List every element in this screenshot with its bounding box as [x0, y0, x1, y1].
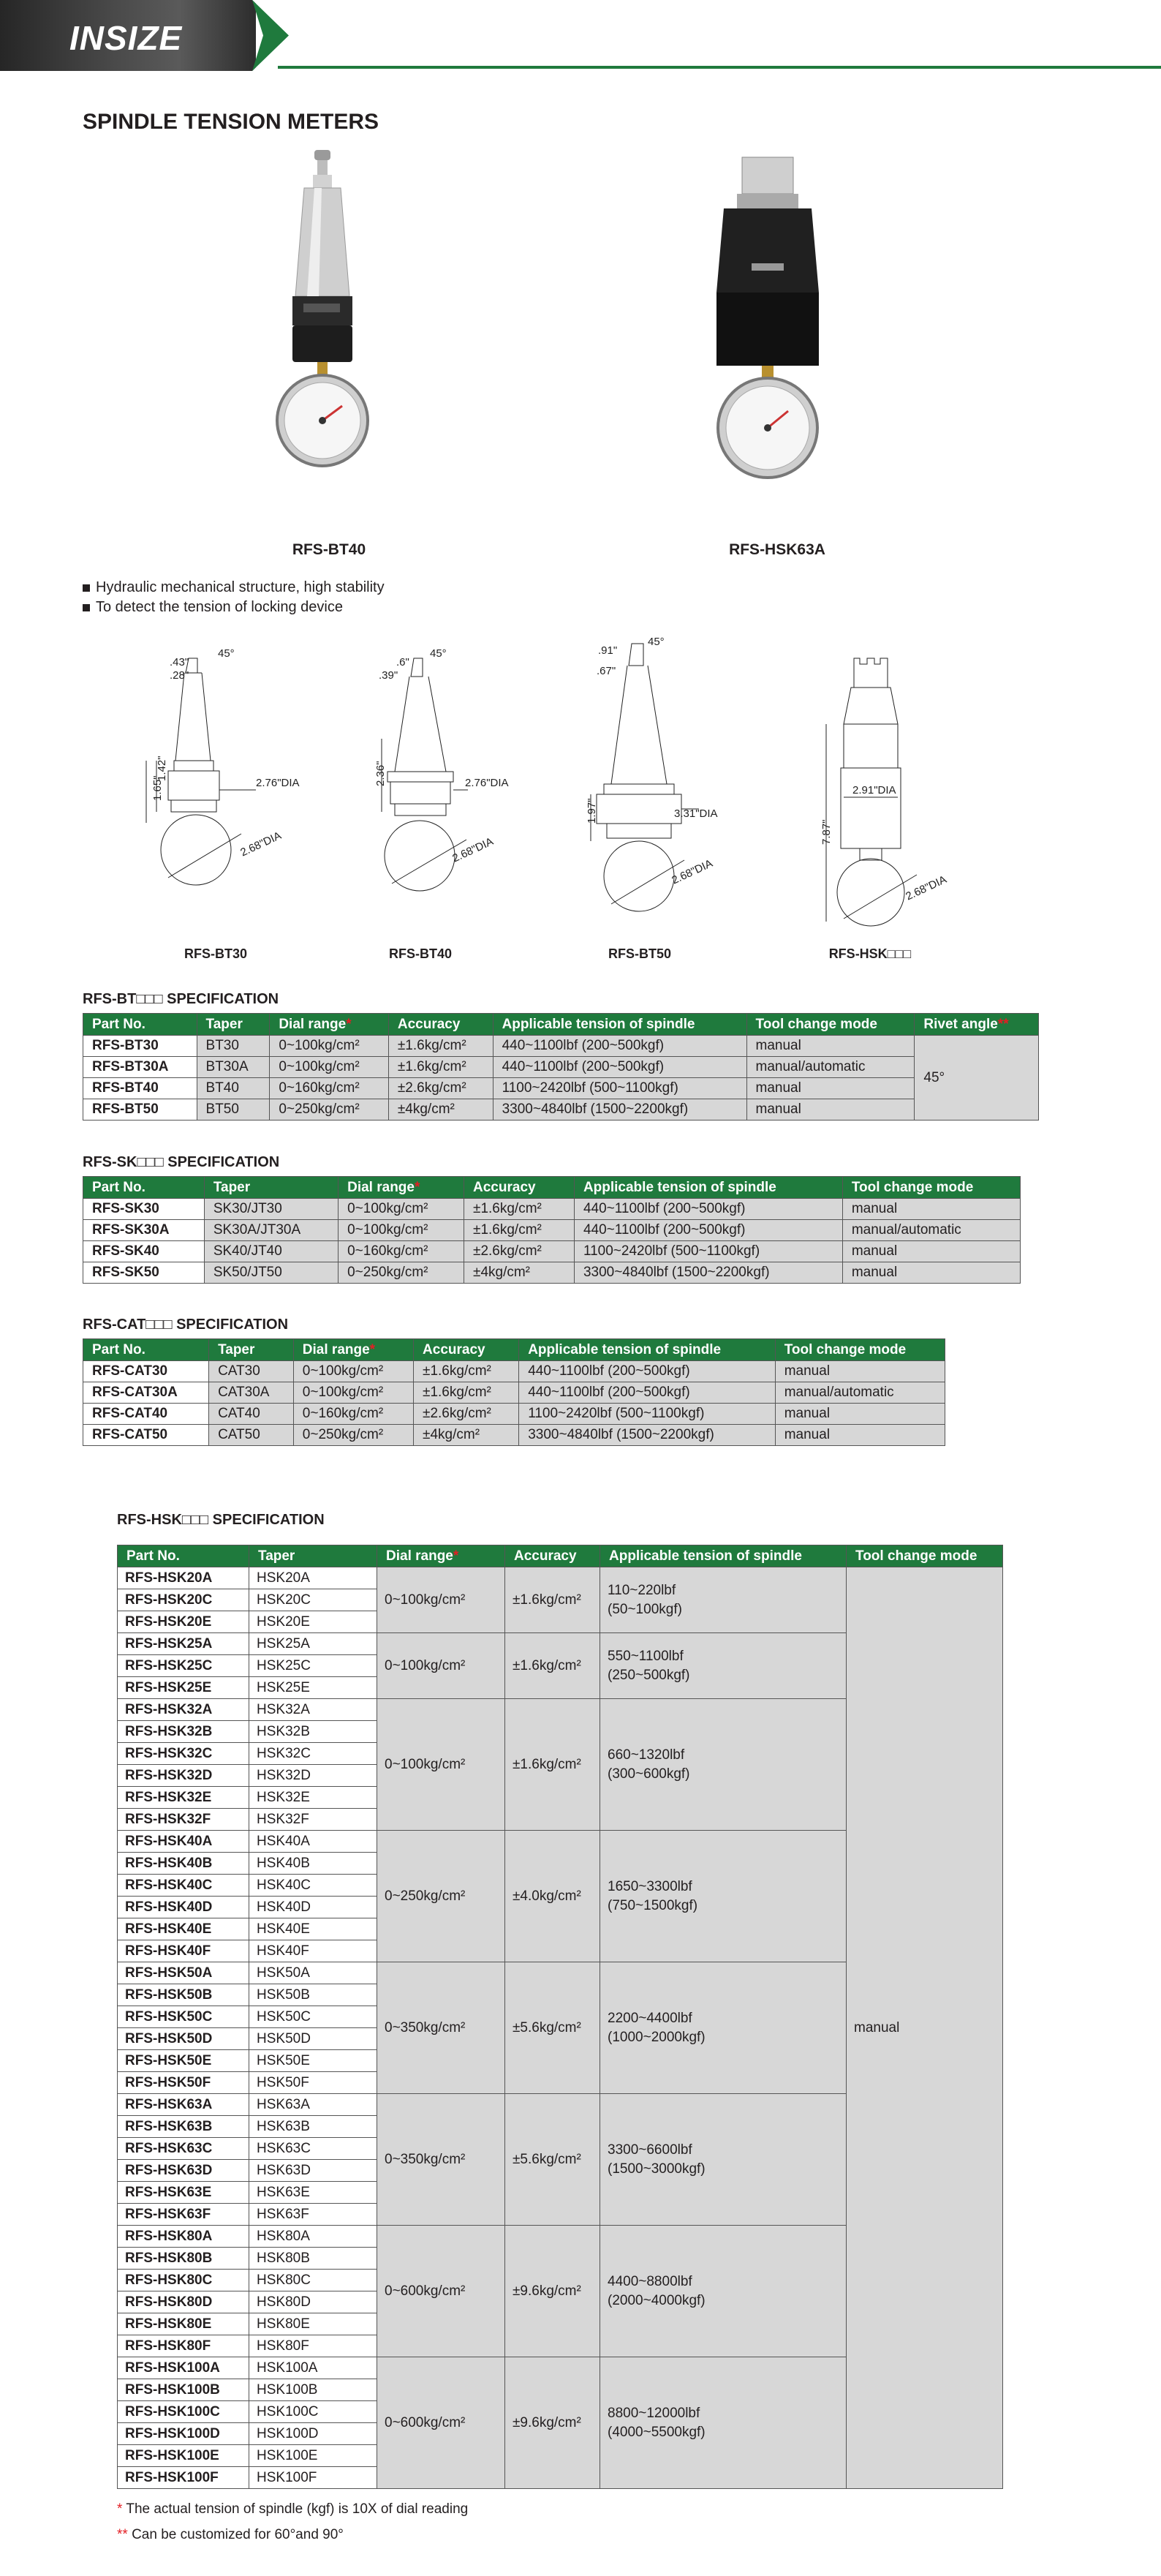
- dim-label: 2.68"DIA: [670, 856, 715, 887]
- cell-part-no: RFS-HSK32B: [118, 1721, 249, 1743]
- cell-taper: HSK100C: [249, 2401, 377, 2423]
- col-taper: Taper: [209, 1339, 294, 1361]
- cell-part-no: RFS-HSK20C: [118, 1589, 249, 1611]
- cell: manual: [746, 1078, 915, 1099]
- dim-label: 2.76"DIA: [465, 777, 509, 789]
- drawing-label-bt30: RFS-BT30: [184, 946, 247, 961]
- cell-part-no: RFS-SK30: [83, 1199, 205, 1220]
- dim-label: 2.68"DIA: [904, 873, 949, 903]
- cell-taper: HSK40D: [249, 1897, 377, 1918]
- cell-taper: HSK80D: [249, 2291, 377, 2313]
- cell-part-no: RFS-CAT50: [83, 1425, 209, 1446]
- cell: 3300~4840lbf (1500~2200kgf): [574, 1262, 842, 1284]
- brand-logo: INSIZE: [69, 19, 183, 57]
- table-header-row: [83, 1177, 1021, 1199]
- cell-tension: [600, 1831, 847, 1962]
- table-row: [83, 1382, 945, 1404]
- cell: ±1.6kg/cm²: [414, 1361, 519, 1382]
- cell-tension: [600, 1633, 847, 1699]
- cell-part-no: RFS-HSK40F: [118, 1940, 249, 1962]
- cell-part-no: RFS-BT50: [83, 1099, 197, 1121]
- cell-part-no: RFS-HSK20A: [118, 1567, 249, 1589]
- cell-accuracy: ±5.6kg/cm²: [505, 2094, 600, 2226]
- col-dial-range: Dial range*: [293, 1339, 413, 1361]
- dim-label: .28": [170, 669, 189, 682]
- cell-part-no: RFS-HSK32A: [118, 1699, 249, 1721]
- cell-taper: HSK80E: [249, 2313, 377, 2335]
- cell-accuracy: ±9.6kg/cm²: [505, 2357, 600, 2489]
- table-row: [83, 1036, 1039, 1057]
- cell-part-no: RFS-HSK50A: [118, 1962, 249, 1984]
- cell-part-no: RFS-HSK100F: [118, 2467, 249, 2489]
- cell: 440~1100lbf (200~500kgf): [493, 1057, 746, 1078]
- cell-taper: HSK32F: [249, 1809, 377, 1831]
- cell-taper: HSK40B: [249, 1853, 377, 1875]
- cell: 0~100kg/cm²: [270, 1057, 389, 1078]
- cell-part-no: RFS-HSK80B: [118, 2248, 249, 2270]
- cell-part-no: RFS-HSK100D: [118, 2423, 249, 2445]
- cell: CAT30: [209, 1361, 294, 1382]
- cell-taper: HSK32E: [249, 1787, 377, 1809]
- tension-lbf: 3300~6600lbf: [608, 2142, 692, 2158]
- dim-label: 1.42": [156, 756, 168, 781]
- cell-tension: [600, 1699, 847, 1831]
- table-row: [118, 1567, 1003, 1589]
- col-dial-range: Dial range*: [270, 1014, 389, 1036]
- col-tool-change: Tool change mode: [775, 1339, 945, 1361]
- drawing-bt40: [344, 636, 526, 951]
- cell-taper: HSK100F: [249, 2467, 377, 2489]
- dim-label: 1.65": [151, 775, 164, 801]
- cell: 0~160kg/cm²: [293, 1404, 413, 1425]
- cell-accuracy: ±1.6kg/cm²: [505, 1567, 600, 1633]
- cell: 0~250kg/cm²: [270, 1099, 389, 1121]
- cell-tension: [600, 1567, 847, 1633]
- col-tension: Applicable tension of spindle: [574, 1177, 842, 1199]
- cell: ±1.6kg/cm²: [388, 1057, 493, 1078]
- cell-taper: HSK50C: [249, 2006, 377, 2028]
- cell-part-no: RFS-SK30A: [83, 1220, 205, 1241]
- dim-label: 2.68"DIA: [238, 829, 284, 859]
- cell: 3300~4840lbf (1500~2200kgf): [493, 1099, 746, 1121]
- cell: 0~250kg/cm²: [339, 1262, 464, 1284]
- tension-kgf: (250~500kgf): [608, 1667, 690, 1683]
- cell: CAT50: [209, 1425, 294, 1446]
- cell-part-no: RFS-HSK32E: [118, 1787, 249, 1809]
- cell-part-no: RFS-HSK80A: [118, 2226, 249, 2248]
- cell-taper: HSK100E: [249, 2445, 377, 2467]
- cell: 3300~4840lbf (1500~2200kgf): [519, 1425, 776, 1446]
- cell-tension: [600, 2357, 847, 2489]
- cell-part-no: RFS-HSK40E: [118, 1918, 249, 1940]
- tension-kgf: (4000~5500kgf): [608, 2424, 706, 2440]
- cell-part-no: RFS-CAT30: [83, 1361, 209, 1382]
- bt-spec-title: RFS-BT□□□ SPECIFICATION: [83, 991, 279, 1007]
- cell-taper: HSK25A: [249, 1633, 377, 1655]
- cell: manual: [842, 1262, 1020, 1284]
- tension-kgf: (1500~3000kgf): [608, 2161, 706, 2177]
- cell-dial-range: 0~600kg/cm²: [377, 2357, 505, 2489]
- col-tool-change: Tool change mode: [842, 1177, 1020, 1199]
- table-row: [83, 1425, 945, 1446]
- cell-part-no: RFS-HSK63E: [118, 2182, 249, 2204]
- cell-taper: HSK80C: [249, 2270, 377, 2291]
- table-row: [83, 1361, 945, 1382]
- cell-part-no: RFS-HSK100B: [118, 2379, 249, 2401]
- cell-taper: HSK40F: [249, 1940, 377, 1962]
- cell: 0~250kg/cm²: [293, 1425, 413, 1446]
- cell-taper: HSK32D: [249, 1765, 377, 1787]
- cell-part-no: RFS-CAT40: [83, 1404, 209, 1425]
- cell-taper: HSK20C: [249, 1589, 377, 1611]
- cell-part-no: RFS-HSK32F: [118, 1809, 249, 1831]
- cell-part-no: RFS-HSK80C: [118, 2270, 249, 2291]
- cell-dial-range: 0~250kg/cm²: [377, 1831, 505, 1962]
- dim-label: 2.68"DIA: [450, 835, 496, 865]
- cell-taper: HSK50F: [249, 2072, 377, 2094]
- cell-part-no: RFS-HSK63A: [118, 2094, 249, 2116]
- dim-label: 1.97": [586, 798, 598, 824]
- dim-label: .91": [598, 644, 618, 657]
- dim-label: 2.36": [374, 761, 387, 786]
- cell: ±1.6kg/cm²: [464, 1220, 575, 1241]
- cell-dial-range: 0~350kg/cm²: [377, 1962, 505, 2094]
- cell: 440~1100lbf (200~500kgf): [519, 1382, 776, 1404]
- cell: manual: [842, 1199, 1020, 1220]
- cell: ±4kg/cm²: [414, 1425, 519, 1446]
- cell-part-no: RFS-HSK25C: [118, 1655, 249, 1677]
- cell: 1100~2420lbf (500~1100kgf): [493, 1078, 746, 1099]
- cell: 0~100kg/cm²: [293, 1361, 413, 1382]
- col-dial-range: Dial range*: [339, 1177, 464, 1199]
- cell: CAT40: [209, 1404, 294, 1425]
- dim-label: .67": [597, 665, 616, 677]
- col-part-no: Part No.: [83, 1339, 209, 1361]
- cell-dial-range: 0~100kg/cm²: [377, 1633, 505, 1699]
- cell: CAT30A: [209, 1382, 294, 1404]
- tension-lbf: 2200~4400lbf: [608, 2010, 692, 2026]
- cell-part-no: RFS-HSK32D: [118, 1765, 249, 1787]
- tension-lbf: 4400~8800lbf: [608, 2273, 692, 2289]
- cell-tension: [600, 2094, 847, 2226]
- cell: manual/automatic: [746, 1057, 915, 1078]
- tension-kgf: (1000~2000kgf): [608, 2029, 706, 2045]
- cell: 0~100kg/cm²: [270, 1036, 389, 1057]
- sk-spec-title: RFS-SK□□□ SPECIFICATION: [83, 1154, 280, 1170]
- drawing-label-bt50: RFS-BT50: [608, 946, 671, 961]
- cell-part-no: RFS-BT30: [83, 1036, 197, 1057]
- tension-lbf: 8800~12000lbf: [608, 2405, 700, 2421]
- cell: ±1.6kg/cm²: [464, 1199, 575, 1220]
- cell-part-no: RFS-HSK80E: [118, 2313, 249, 2335]
- col-taper: Taper: [249, 1545, 377, 1567]
- product-image-rfs-hsk63a: [702, 154, 833, 534]
- cell: ±4kg/cm²: [388, 1099, 493, 1121]
- col-tension: Applicable tension of spindle: [600, 1545, 847, 1567]
- table-row: [83, 1241, 1021, 1262]
- cell-dial-range: 0~100kg/cm²: [377, 1567, 505, 1633]
- cell-part-no: RFS-HSK100C: [118, 2401, 249, 2423]
- col-tension: Applicable tension of spindle: [493, 1014, 746, 1036]
- dim-label: .6": [396, 656, 409, 669]
- cell: ±2.6kg/cm²: [414, 1404, 519, 1425]
- col-part-no: Part No.: [83, 1014, 197, 1036]
- cell: manual: [746, 1099, 915, 1121]
- cell: SK40/JT40: [204, 1241, 338, 1262]
- cell-part-no: RFS-SK50: [83, 1262, 205, 1284]
- cell-part-no: RFS-HSK100E: [118, 2445, 249, 2467]
- tension-lbf: 1650~3300lbf: [608, 1878, 692, 1894]
- cell-tension: [600, 1962, 847, 2094]
- product-label-hsk63a: RFS-HSK63A: [729, 541, 825, 558]
- footnote-1: * The actual tension of spindle (kgf) is 10X of dial reading: [117, 2501, 469, 2517]
- header-band: [0, 0, 1161, 71]
- tension-kgf: (50~100kgf): [608, 1601, 682, 1617]
- cell: manual: [746, 1036, 915, 1057]
- dim-label: 45°: [648, 636, 665, 648]
- cell-part-no: RFS-HSK50B: [118, 1984, 249, 2006]
- drawing-hsk: [797, 644, 1009, 951]
- tension-lbf: 660~1320lbf: [608, 1747, 685, 1763]
- dim-label: 3.31"DIA: [674, 807, 718, 820]
- col-accuracy: Accuracy: [388, 1014, 493, 1036]
- page-title: SPINDLE TENSION METERS: [83, 110, 379, 134]
- header-chevron: [252, 0, 289, 71]
- cell-part-no: RFS-HSK40C: [118, 1875, 249, 1897]
- col-accuracy: Accuracy: [464, 1177, 575, 1199]
- col-accuracy: Accuracy: [414, 1339, 519, 1361]
- cell-taper: HSK50B: [249, 1984, 377, 2006]
- col-dial-range: Dial range*: [377, 1545, 505, 1567]
- cell-part-no: RFS-HSK80D: [118, 2291, 249, 2313]
- feature-item: To detect the tension of locking device: [83, 598, 385, 617]
- cell-taper: HSK40E: [249, 1918, 377, 1940]
- cell: manual: [775, 1425, 945, 1446]
- cell-rivet-angle: 45°: [915, 1036, 1039, 1121]
- drawing-label-hsk: RFS-HSK□□□: [828, 946, 912, 961]
- cell-part-no: RFS-HSK100A: [118, 2357, 249, 2379]
- cell: BT50: [197, 1099, 270, 1121]
- cell-taper: HSK40A: [249, 1831, 377, 1853]
- dim-label: 7.87": [820, 819, 833, 845]
- cell: SK30A/JT30A: [204, 1220, 338, 1241]
- col-accuracy: Accuracy: [505, 1545, 600, 1567]
- footnote-2: ** Can be customized for 60°and 90°: [117, 2527, 344, 2542]
- col-tool-change: Tool change mode: [746, 1014, 915, 1036]
- cell-taper: HSK50D: [249, 2028, 377, 2050]
- cell-taper: HSK80F: [249, 2335, 377, 2357]
- cell: 0~160kg/cm²: [270, 1078, 389, 1099]
- cell-part-no: RFS-BT40: [83, 1078, 197, 1099]
- dim-label: .43": [170, 656, 189, 669]
- col-taper: Taper: [197, 1014, 270, 1036]
- cell-part-no: RFS-CAT30A: [83, 1382, 209, 1404]
- dim-label: 45°: [218, 647, 235, 660]
- cell-accuracy: ±4.0kg/cm²: [505, 1831, 600, 1962]
- cell-accuracy: ±1.6kg/cm²: [505, 1633, 600, 1699]
- table-header-row: [118, 1545, 1003, 1567]
- cell: 0~100kg/cm²: [339, 1220, 464, 1241]
- cell-accuracy: ±1.6kg/cm²: [505, 1699, 600, 1831]
- cell: 440~1100lbf (200~500kgf): [493, 1036, 746, 1057]
- cell: BT30A: [197, 1057, 270, 1078]
- feature-item: Hydraulic mechanical structure, high stability: [83, 578, 385, 598]
- cell-taper: HSK50A: [249, 1962, 377, 1984]
- cell-part-no: RFS-HSK50E: [118, 2050, 249, 2072]
- cell-taper: HSK32B: [249, 1721, 377, 1743]
- col-tool-change: Tool change mode: [847, 1545, 1003, 1567]
- cell-tool-change: manual: [847, 1567, 1003, 2489]
- col-part-no: Part No.: [118, 1545, 249, 1567]
- tension-lbf: 550~1100lbf: [608, 1648, 684, 1664]
- tension-kgf: (300~600kgf): [608, 1766, 690, 1782]
- cell: 1100~2420lbf (500~1100kgf): [519, 1404, 776, 1425]
- cell-part-no: RFS-HSK63B: [118, 2116, 249, 2138]
- cell-taper: HSK63C: [249, 2138, 377, 2160]
- cell-part-no: RFS-HSK63C: [118, 2138, 249, 2160]
- cell: ±2.6kg/cm²: [388, 1078, 493, 1099]
- cell: 1100~2420lbf (500~1100kgf): [574, 1241, 842, 1262]
- cat-spec-title: RFS-CAT□□□ SPECIFICATION: [83, 1317, 289, 1333]
- cell-part-no: RFS-HSK40D: [118, 1897, 249, 1918]
- cell-taper: HSK63A: [249, 2094, 377, 2116]
- cell: manual/automatic: [842, 1220, 1020, 1241]
- cell-part-no: RFS-HSK63F: [118, 2204, 249, 2226]
- col-taper: Taper: [204, 1177, 338, 1199]
- cell-part-no: RFS-HSK25A: [118, 1633, 249, 1655]
- cell: manual: [775, 1404, 945, 1425]
- cell-taper: HSK20A: [249, 1567, 377, 1589]
- cell-part-no: RFS-HSK40A: [118, 1831, 249, 1853]
- table-row: [83, 1404, 945, 1425]
- cell-part-no: RFS-SK40: [83, 1241, 205, 1262]
- cell: 440~1100lbf (200~500kgf): [574, 1220, 842, 1241]
- cell-part-no: RFS-HSK40B: [118, 1853, 249, 1875]
- table-row: [83, 1220, 1021, 1241]
- cell-taper: HSK32C: [249, 1743, 377, 1765]
- cell-taper: HSK80A: [249, 2226, 377, 2248]
- cell-part-no: RFS-HSK50F: [118, 2072, 249, 2094]
- cell-taper: HSK32A: [249, 1699, 377, 1721]
- cell: 0~100kg/cm²: [293, 1382, 413, 1404]
- cell: ±2.6kg/cm²: [464, 1241, 575, 1262]
- cell: 440~1100lbf (200~500kgf): [574, 1199, 842, 1220]
- table-row: [83, 1078, 1039, 1099]
- hsk-spec-title: RFS-HSK□□□ SPECIFICATION: [117, 1512, 325, 1528]
- cell-taper: HSK20E: [249, 1611, 377, 1633]
- cell: manual: [775, 1361, 945, 1382]
- product-image-rfs-bt40: [263, 150, 380, 538]
- cell-taper: HSK25E: [249, 1677, 377, 1699]
- cell-taper: HSK63B: [249, 2116, 377, 2138]
- table-row: [83, 1199, 1021, 1220]
- cell: manual: [842, 1241, 1020, 1262]
- drawing-bt30: [124, 636, 307, 951]
- cell-part-no: RFS-HSK32C: [118, 1743, 249, 1765]
- cell-part-no: RFS-HSK50D: [118, 2028, 249, 2050]
- cell-taper: HSK80B: [249, 2248, 377, 2270]
- cell: ±1.6kg/cm²: [388, 1036, 493, 1057]
- tension-kgf: (750~1500kgf): [608, 1897, 698, 1913]
- cell-taper: HSK63F: [249, 2204, 377, 2226]
- cell-part-no: RFS-HSK20E: [118, 1611, 249, 1633]
- cell-accuracy: ±5.6kg/cm²: [505, 1962, 600, 2094]
- cell: 0~100kg/cm²: [339, 1199, 464, 1220]
- cell: SK50/JT50: [204, 1262, 338, 1284]
- dim-label: 45°: [430, 647, 447, 660]
- cell: 0~160kg/cm²: [339, 1241, 464, 1262]
- col-part-no: Part No.: [83, 1177, 205, 1199]
- cat-spec-table: [83, 1338, 945, 1446]
- drawing-label-bt40: RFS-BT40: [388, 946, 452, 961]
- cell-part-no: RFS-HSK50C: [118, 2006, 249, 2028]
- tension-kgf: (2000~4000kgf): [608, 2292, 706, 2308]
- cell-dial-range: 0~350kg/cm²: [377, 2094, 505, 2226]
- cell-taper: HSK63E: [249, 2182, 377, 2204]
- header-rule: [278, 66, 1161, 69]
- cell: ±4kg/cm²: [464, 1262, 575, 1284]
- sk-spec-table: [83, 1176, 1021, 1284]
- cell-accuracy: ±9.6kg/cm²: [505, 2226, 600, 2357]
- cell: BT40: [197, 1078, 270, 1099]
- product-label-bt40: RFS-BT40: [292, 541, 366, 558]
- cell-taper: HSK40C: [249, 1875, 377, 1897]
- table-row: [83, 1099, 1039, 1121]
- cell: ±1.6kg/cm²: [414, 1382, 519, 1404]
- dim-label: 2.91"DIA: [852, 784, 896, 796]
- col-rivet-angle: Rivet angle**: [915, 1014, 1039, 1036]
- cell-taper: HSK25C: [249, 1655, 377, 1677]
- tension-lbf: 110~220lbf: [608, 1582, 676, 1598]
- dim-label: 2.76"DIA: [256, 777, 300, 789]
- bt-spec-table: [83, 1013, 1039, 1121]
- cell-part-no: RFS-HSK63D: [118, 2160, 249, 2182]
- hsk-table-body: [118, 1567, 1003, 2489]
- cell: manual/automatic: [775, 1382, 945, 1404]
- drawing-bt50: [556, 629, 746, 951]
- cell-part-no: RFS-BT30A: [83, 1057, 197, 1078]
- cell-part-no: RFS-HSK80F: [118, 2335, 249, 2357]
- cell-taper: HSK100B: [249, 2379, 377, 2401]
- cell-part-no: RFS-HSK25E: [118, 1677, 249, 1699]
- cell-taper: HSK100A: [249, 2357, 377, 2379]
- cell: SK30/JT30: [204, 1199, 338, 1220]
- cell-dial-range: 0~600kg/cm²: [377, 2226, 505, 2357]
- table-header-row: [83, 1014, 1039, 1036]
- col-tension: Applicable tension of spindle: [519, 1339, 776, 1361]
- table-row: [83, 1262, 1021, 1284]
- feature-list: [83, 578, 385, 617]
- cell-dial-range: 0~100kg/cm²: [377, 1699, 505, 1831]
- cell-taper: HSK100D: [249, 2423, 377, 2445]
- cell: 440~1100lbf (200~500kgf): [519, 1361, 776, 1382]
- cell-taper: HSK63D: [249, 2160, 377, 2182]
- table-row: [83, 1057, 1039, 1078]
- cell-taper: HSK50E: [249, 2050, 377, 2072]
- table-header-row: [83, 1339, 945, 1361]
- cell: BT30: [197, 1036, 270, 1057]
- hsk-spec-table: [117, 1545, 1003, 2489]
- cell-tension: [600, 2226, 847, 2357]
- dim-label: .39": [379, 669, 398, 682]
